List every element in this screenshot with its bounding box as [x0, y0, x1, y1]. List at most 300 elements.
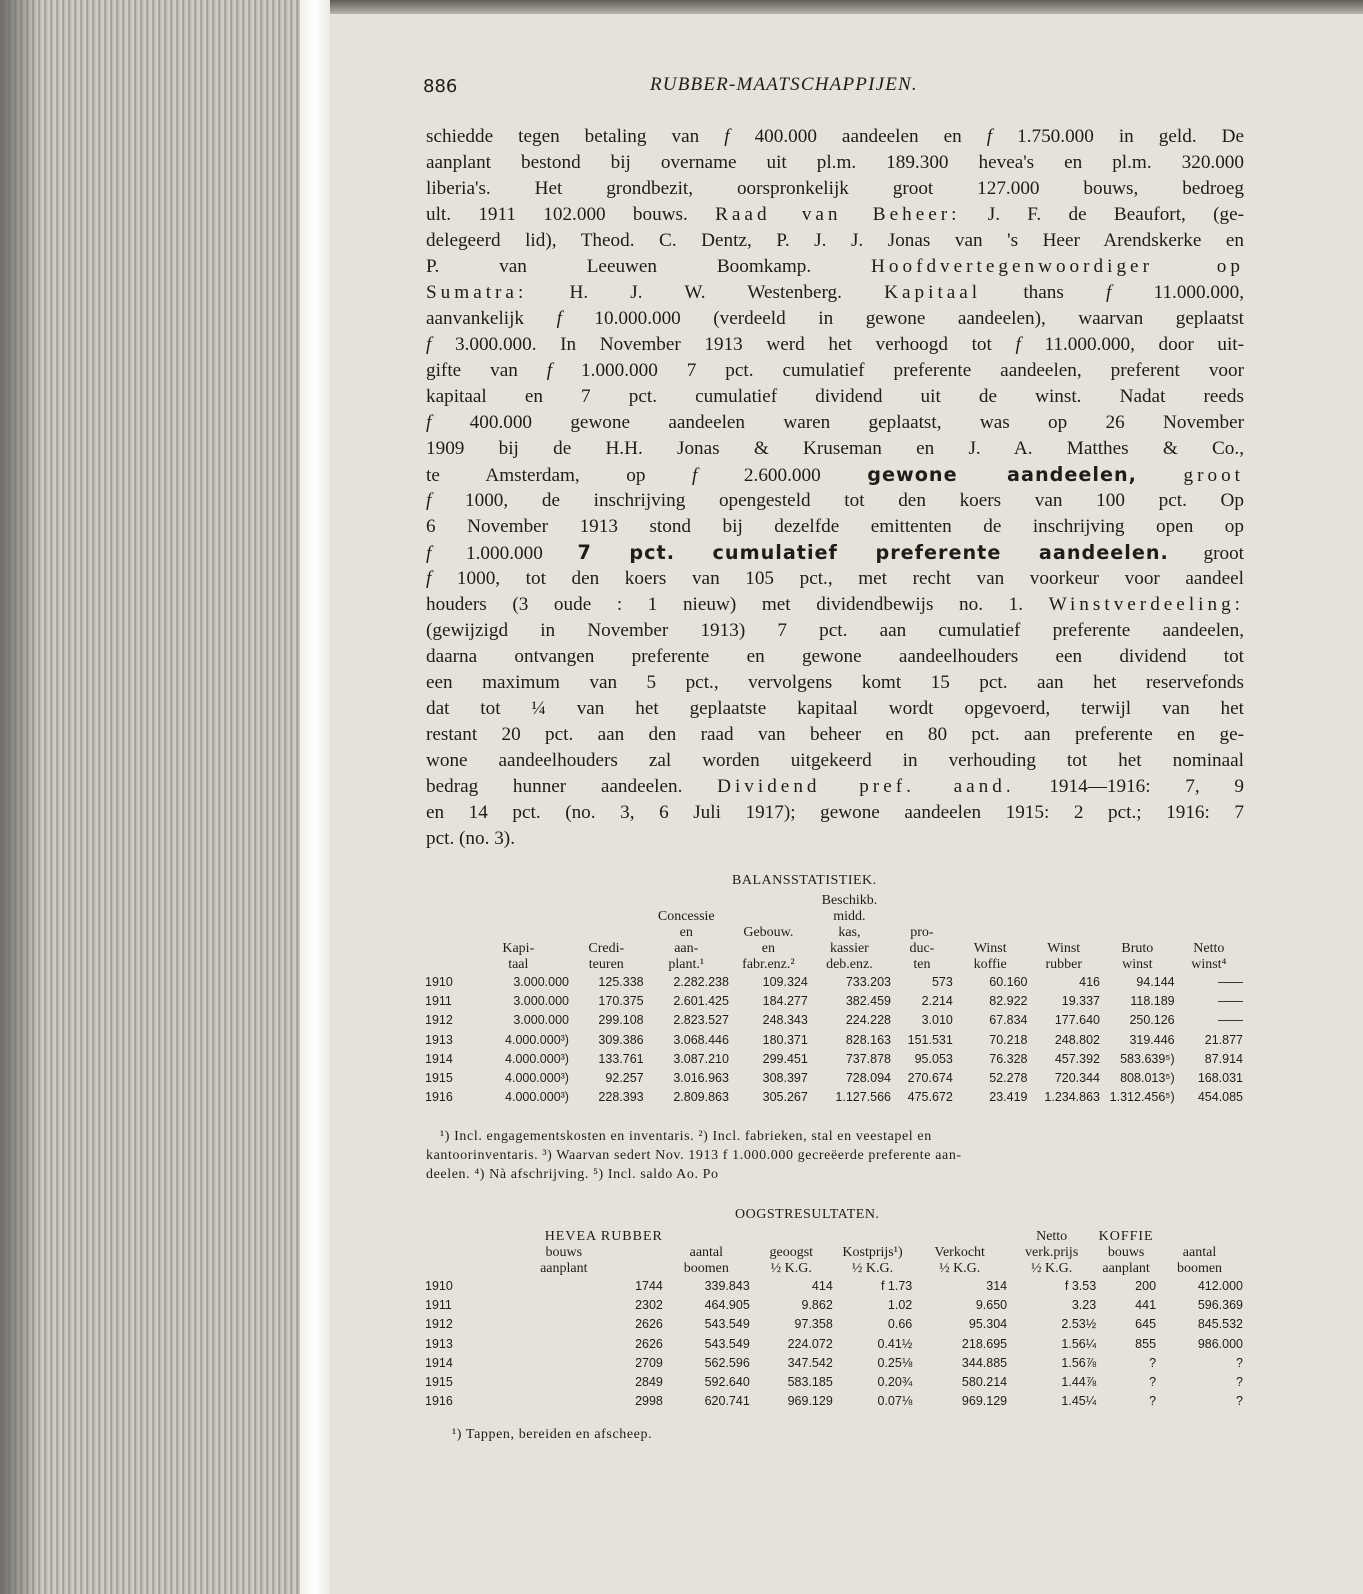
column-header [468, 893, 569, 909]
column-header: aanplant [540, 1261, 588, 1276]
value-cell: 180.371 [762, 1032, 808, 1047]
header-row [425, 1245, 1243, 1261]
table-row [425, 1088, 1243, 1107]
text-run: 400.000 gewone aandeelen waren geplaatst, was op 26 November [431, 412, 1244, 433]
text-run: 1909 bij de H.H. Jonas & Kruseman en J. A. Matthes & Co., [426, 438, 1244, 459]
body-line [426, 566, 1244, 592]
value-cell: ? [1149, 1375, 1157, 1390]
text-run: aanvankelijk [426, 308, 557, 329]
column-header [1156, 1229, 1243, 1245]
column-header [729, 893, 808, 909]
spaced-heading: Raad van Beheer: [715, 204, 961, 225]
value-cell: 4.000.000³) [505, 1090, 569, 1105]
balans-footnote: ¹) Incl. engagementskosten en inventaris. ²) Incl. fabrieken, stal en veestapel en [440, 1129, 932, 1144]
text-run: 1914—1916: 7, 9 [1014, 776, 1244, 797]
header-row [425, 1229, 1243, 1245]
value-cell: 2.214 [921, 994, 953, 1009]
text-run: 10.000.000 (verdeeld in gewone aandeelen), waarvan geplaatst [561, 308, 1244, 329]
column-header [1175, 893, 1243, 909]
column-header [425, 925, 468, 941]
text-run: bedrag hunner aandeelen. [426, 776, 718, 797]
column-header: aanplant [1102, 1261, 1150, 1276]
value-cell: 3.068.446 [673, 1032, 729, 1047]
value-cell: 720.344 [1054, 1071, 1100, 1086]
text-run: houders (3 oude : 1 nieuw) met dividendbewijs no. 1. [426, 594, 1049, 615]
table-row [425, 1011, 1243, 1030]
value-cell: 184.277 [762, 994, 808, 1009]
column-header: HEVEA RUBBER [544, 1229, 663, 1244]
text-run: 1.000.000 [431, 543, 578, 564]
value-cell: 87.914 [1204, 1051, 1243, 1066]
body-line [426, 592, 1244, 618]
column-header [1100, 893, 1175, 909]
column-header: Winst [973, 941, 1007, 956]
text-run: daarna ontvangen preferente en gewone aandeelhouders een dividend tot [426, 646, 1244, 667]
text-run: P. van Leeuwen Boomkamp. [426, 256, 872, 277]
value-cell: 52.278 [989, 1071, 1028, 1086]
body-text [426, 124, 1244, 852]
value-cell: f 3.53 [1064, 1279, 1097, 1293]
value-cell: 3.010 [921, 1013, 953, 1028]
value-cell: 92.257 [605, 1071, 644, 1086]
spaced-heading: Sumatra: [426, 282, 528, 303]
value-cell: 441 [1135, 1298, 1157, 1313]
value-cell: 573 [931, 975, 953, 989]
value-cell: 0.66 [887, 1317, 913, 1332]
table-row [425, 1315, 1243, 1334]
column-header [1027, 925, 1100, 941]
year-cell: 1914 [425, 1355, 453, 1370]
balans-footnote: deelen. ⁴) Nà afschrijving. ⁵) Incl. saldo Ao. Po [426, 1167, 719, 1182]
column-header [569, 909, 644, 925]
text-run: en 14 pct. (no. 3, 6 Juli 1917); gewone aandeelen 1915: 2 pct.; 1916: 7 [426, 802, 1244, 823]
column-header: bouws [1107, 1245, 1145, 1260]
value-cell: —— [1218, 975, 1243, 989]
value-cell: 2849 [635, 1375, 663, 1390]
value-cell: ? [1236, 1355, 1243, 1370]
year-cell: 1915 [425, 1071, 453, 1086]
book-page-edges [0, 0, 330, 1594]
value-cell: 0.25⅛ [877, 1355, 913, 1370]
value-cell: 309.386 [598, 1032, 644, 1047]
value-cell: 67.834 [989, 1013, 1028, 1028]
column-header: duc- [909, 941, 935, 956]
oogst-title: OOGSTRESULTATEN. [735, 1207, 880, 1222]
value-cell: 4.000.000³) [505, 1051, 569, 1066]
bold-emphasis: gewone aandeelen, [867, 463, 1137, 486]
text-run: (gewijzigd in November 1913) 7 pct. aan cumulatief preferente aandeelen, [426, 620, 1244, 641]
value-cell: 9.862 [801, 1298, 833, 1313]
oogst-footnote: ¹) Tappen, bereiden en afscheep. [452, 1427, 653, 1442]
value-cell: 583.639⁵) [1120, 1051, 1175, 1066]
value-cell: 95.304 [968, 1317, 1008, 1332]
body-line [426, 514, 1244, 540]
text-run: H. J. W. Westenberg. [527, 282, 885, 303]
table-row [425, 1373, 1243, 1392]
text-run: 11.000.000, [1111, 282, 1244, 303]
value-cell: 457.392 [1054, 1051, 1100, 1066]
column-header: winst⁴ [1191, 957, 1227, 972]
body-line [426, 150, 1244, 176]
column-header: Bruto [1121, 941, 1154, 956]
value-cell: 1.312.456⁵) [1109, 1090, 1175, 1105]
body-line [426, 176, 1244, 202]
column-header [1027, 909, 1100, 925]
value-cell: 986.000 [1197, 1336, 1243, 1351]
text-run: kapitaal en 7 pct. cumulatief dividend uit de winst. Nadat reeds [426, 386, 1244, 407]
value-cell: 562.596 [704, 1355, 750, 1370]
text-run: aanplant bestond bij overname uit pl.m. 189.300 hevea's en pl.m. 320.000 [426, 152, 1244, 173]
column-header: Concessie [657, 909, 715, 924]
column-header: geoogst [769, 1245, 814, 1260]
value-cell: 19.337 [1061, 994, 1100, 1009]
page-number: 886 [423, 76, 458, 97]
column-header [1100, 925, 1175, 941]
value-cell: 475.672 [907, 1090, 953, 1105]
value-cell: 580.214 [961, 1375, 1008, 1390]
column-header [953, 925, 1028, 941]
header-row [425, 957, 1243, 973]
florin-sign: f [724, 126, 730, 147]
value-cell: 0.20¾ [877, 1375, 913, 1390]
text-run: delegeerd lid), Theod. C. Dentz, P. J. J. Jonas van 's Heer Arendskerke en [426, 230, 1244, 251]
text-run: 1000, de inschrijving opengesteld tot den koers van 100 pct. Op [431, 490, 1244, 511]
body-line [426, 384, 1244, 410]
value-cell: 583.185 [787, 1375, 833, 1390]
column-header: ½ K.G. [851, 1261, 894, 1276]
value-cell: 454.085 [1197, 1090, 1243, 1105]
value-cell: 2.53½ [1061, 1317, 1097, 1332]
header-row [425, 909, 1243, 925]
value-cell: 969.129 [961, 1394, 1008, 1409]
column-header [569, 893, 644, 909]
column-header: bouws [545, 1245, 583, 1260]
value-cell: 2.809.863 [673, 1090, 729, 1105]
column-header: midd. [833, 909, 866, 924]
body-line [426, 436, 1244, 462]
column-header: boomen [683, 1261, 729, 1276]
value-cell: 305.267 [762, 1090, 808, 1105]
body-line [426, 358, 1244, 384]
column-header: Credi- [588, 941, 625, 956]
body-line [426, 670, 1244, 696]
column-header [425, 957, 468, 973]
value-cell: 855 [1135, 1336, 1157, 1351]
column-header: Verkocht [934, 1245, 985, 1260]
value-cell: 1.234.863 [1044, 1090, 1100, 1105]
balans-title: BALANSSTATISTIEK. [732, 873, 877, 888]
text-run: 1.750.000 in geld. De [992, 126, 1244, 147]
column-header: aantal [689, 1245, 724, 1260]
value-cell: 60.160 [989, 975, 1028, 989]
column-header: Kostprijs¹) [842, 1245, 903, 1260]
body-line [426, 228, 1244, 254]
column-header: ½ K.G. [770, 1261, 812, 1276]
florin-sign: f [986, 126, 993, 147]
table-row [425, 1392, 1243, 1411]
table-row [425, 992, 1243, 1011]
column-header [750, 1229, 833, 1245]
body-line [426, 644, 1244, 670]
value-cell: 2626 [635, 1317, 663, 1332]
column-header: Netto [1036, 1229, 1068, 1244]
value-cell: 2.823.527 [673, 1013, 729, 1028]
bold-emphasis: 7 pct. cumulatief preferente aandeelen. [577, 541, 1169, 564]
spaced-heading: Hoofdvertegenwoordiger op [871, 256, 1244, 277]
year-cell: 1910 [425, 975, 453, 989]
header-row [425, 925, 1243, 941]
column-header [833, 1229, 912, 1245]
value-cell: 76.328 [989, 1051, 1028, 1066]
column-header: Kapi- [502, 941, 535, 956]
text-run: 1000, tot den koers van 105 pct., met recht van voorkeur voor aandeel [431, 568, 1244, 589]
value-cell: 125.338 [598, 975, 644, 989]
text-run: 1.000.000 7 pct. cumulatief preferente aandeelen, preferent voor [552, 360, 1244, 381]
value-cell: 414 [811, 1279, 833, 1293]
value-cell: 3.23 [1071, 1298, 1097, 1313]
year-cell: 1910 [425, 1279, 453, 1293]
text-run: J. F. de Beaufort, (ge- [960, 204, 1244, 225]
value-cell: 2302 [635, 1298, 663, 1313]
table-row [425, 1069, 1243, 1088]
column-header [468, 909, 569, 925]
body-line [426, 202, 1244, 228]
value-cell: 200 [1135, 1279, 1157, 1293]
body-line [426, 280, 1244, 306]
body-line [426, 774, 1244, 800]
year-cell: 1916 [425, 1090, 453, 1105]
value-cell: 319.446 [1129, 1032, 1175, 1047]
value-cell: 592.640 [704, 1375, 750, 1390]
florin-sign: f [692, 465, 698, 486]
value-cell: 1.56¼ [1061, 1336, 1097, 1351]
value-cell: ? [1236, 1394, 1243, 1409]
text-run: liberia's. Het grondbezit, oorspronkelijk groot 127.000 bouws, bedroeg [426, 178, 1244, 199]
column-header [425, 909, 468, 925]
text-run: groot [1168, 543, 1244, 564]
value-cell: 2709 [635, 1355, 663, 1370]
value-cell: 2.601.425 [673, 994, 729, 1009]
value-cell: 3.016.963 [673, 1071, 729, 1086]
table-row [425, 973, 1243, 992]
florin-sign: f [426, 543, 432, 564]
text-run: restant 20 pct. aan den raad van beheer en 80 pct. aan preferente en ge- [426, 724, 1244, 745]
value-cell: 95.053 [914, 1051, 953, 1066]
column-header [644, 893, 729, 909]
body-line [426, 462, 1244, 488]
column-header [425, 893, 468, 909]
florin-sign: f [426, 490, 432, 511]
text-run: 2.600.000 [697, 465, 868, 486]
value-cell: 308.397 [762, 1071, 808, 1086]
body-line [426, 306, 1244, 332]
text-run: 400.000 aandeelen en [729, 126, 987, 147]
value-cell: 645 [1135, 1317, 1157, 1332]
year-cell: 1913 [425, 1336, 453, 1351]
value-cell: 4.000.000³) [505, 1032, 569, 1047]
florin-sign: f [426, 568, 432, 589]
year-cell: 1911 [425, 994, 452, 1009]
value-cell: 248.343 [762, 1013, 808, 1028]
column-header: plant.¹ [668, 957, 705, 972]
body-line [426, 410, 1244, 436]
value-cell: 133.761 [598, 1051, 644, 1066]
balans-footnotes [426, 1127, 1270, 1184]
value-cell: 0.07⅛ [877, 1394, 913, 1409]
value-cell: 620.741 [704, 1394, 750, 1409]
spaced-heading: Winstverdeeling: [1048, 594, 1244, 615]
body-line [426, 124, 1244, 150]
text-run: 11.000.000, door uit- [1020, 334, 1244, 355]
value-cell: 21.877 [1204, 1032, 1243, 1047]
value-cell: 1.127.566 [835, 1090, 891, 1105]
value-cell: 97.358 [794, 1317, 833, 1332]
value-cell: 382.459 [845, 994, 891, 1009]
value-cell: 168.031 [1197, 1071, 1243, 1086]
column-header: rubber [1045, 957, 1083, 972]
value-cell: —— [1218, 994, 1243, 1009]
value-cell: 248.802 [1054, 1032, 1100, 1047]
table-row [425, 1335, 1243, 1354]
text-run: een maximum van 5 pct., vervolgens komt 15 pct. aan het reservefonds [426, 672, 1244, 693]
column-header: pro- [910, 925, 934, 940]
value-cell: 2626 [635, 1336, 663, 1351]
value-cell: 344.885 [961, 1355, 1008, 1370]
value-cell: 82.922 [989, 994, 1028, 1009]
value-cell: 543.549 [704, 1336, 750, 1351]
value-cell: 412.000 [1197, 1279, 1243, 1293]
column-header: en [761, 941, 775, 956]
florin-sign: f [426, 412, 432, 433]
value-cell: ? [1149, 1394, 1157, 1409]
year-cell: 1914 [425, 1051, 453, 1066]
value-cell: f 1.73 [880, 1279, 913, 1293]
florin-sign: f [546, 360, 553, 381]
value-cell: 109.324 [762, 975, 808, 989]
body-line [426, 540, 1244, 566]
body-line [426, 618, 1244, 644]
value-cell: 1.44⅞ [1061, 1375, 1097, 1390]
column-header: aantal [1182, 1245, 1217, 1260]
body-line [426, 696, 1244, 722]
value-cell: 339.843 [704, 1279, 750, 1293]
column-header [663, 1229, 750, 1245]
year-cell: 1916 [425, 1394, 453, 1409]
column-header: kas, [838, 925, 861, 940]
body-line [426, 826, 1244, 852]
year-cell: 1911 [425, 1298, 452, 1313]
text-run: 6 November 1913 stond bij dezelfde emittenten de inschrijving open op [426, 516, 1244, 537]
value-cell: 151.531 [907, 1032, 953, 1047]
column-header: aan- [674, 941, 699, 956]
value-cell: 1.56⅞ [1061, 1355, 1097, 1370]
value-cell: 416 [1079, 975, 1100, 989]
value-cell: 733.203 [845, 975, 891, 989]
value-cell: 314 [986, 1279, 1008, 1293]
value-cell: 218.695 [961, 1336, 1008, 1351]
column-header [953, 893, 1028, 909]
text-run: gifte van [426, 360, 547, 381]
spaced-heading: Kapitaal [884, 282, 982, 303]
value-cell: 250.126 [1129, 1013, 1175, 1028]
column-header [425, 941, 468, 957]
text-run: pct. (no. 3). [426, 828, 515, 849]
body-line [426, 748, 1244, 774]
table-row [425, 1296, 1243, 1315]
spaced-heading: groot [1183, 465, 1245, 486]
table-row [425, 1031, 1243, 1050]
florin-sign: f [556, 308, 562, 329]
body-line [426, 254, 1244, 280]
column-header: Beschikb. [821, 893, 878, 908]
value-cell: 737.878 [845, 1051, 891, 1066]
value-cell: 2998 [635, 1394, 663, 1409]
column-header [891, 909, 953, 925]
value-cell: 3.000.000 [513, 994, 569, 1009]
value-cell: 828.163 [845, 1032, 891, 1047]
column-header [891, 893, 953, 909]
balans-table [425, 893, 1243, 1107]
year-cell: 1913 [425, 1032, 453, 1047]
value-cell: 969.129 [787, 1394, 833, 1409]
table-row [425, 1050, 1243, 1069]
value-cell: 299.108 [598, 1013, 644, 1028]
value-cell: 464.905 [704, 1298, 750, 1313]
column-header [1100, 909, 1175, 925]
body-line [426, 800, 1244, 826]
text-run: wone aandeelhouders zal worden uitgekeerd in verhouding tot het nominaal [426, 750, 1244, 771]
value-cell: 4.000.000³) [505, 1071, 569, 1086]
body-line [426, 722, 1244, 748]
year-cell: 1912 [425, 1013, 453, 1028]
column-header: kassier [829, 941, 869, 956]
value-cell: —— [1218, 1013, 1243, 1028]
oogst-table [425, 1229, 1243, 1411]
text-run: 3.000.000. In November 1913 werd het verhoogd tot [431, 334, 1016, 355]
table-row [425, 1277, 1243, 1296]
column-header [425, 1245, 465, 1261]
value-cell: 224.072 [787, 1336, 833, 1351]
value-cell: 170.375 [598, 994, 644, 1009]
column-header [953, 909, 1028, 925]
value-cell: 270.674 [907, 1071, 953, 1086]
column-header [729, 909, 808, 925]
value-cell: 224.228 [845, 1013, 891, 1028]
value-cell: 299.451 [762, 1051, 808, 1066]
year-cell: 1912 [425, 1317, 453, 1332]
value-cell: 596.369 [1197, 1298, 1243, 1313]
column-header: Gebouw. [743, 925, 794, 940]
column-header: koffie [973, 957, 1007, 972]
value-cell: 70.218 [989, 1032, 1028, 1047]
column-header: ten [913, 957, 931, 972]
column-header [468, 925, 569, 941]
header-row [425, 941, 1243, 957]
column-header [1175, 925, 1243, 941]
florin-sign: f [1106, 282, 1112, 303]
text-run: te Amsterdam, op [426, 465, 693, 486]
column-header: boomen [1176, 1261, 1223, 1276]
value-cell: 543.549 [704, 1317, 750, 1332]
text-run: schiedde tegen betaling van [426, 126, 725, 147]
column-header: verk.prijs [1025, 1245, 1079, 1260]
column-header [569, 925, 644, 941]
column-header: en [679, 925, 693, 940]
value-cell: 94.144 [1136, 975, 1175, 989]
text-run: dat tot ¼ van het geplaatste kapitaal wordt opgevoerd, terwijl van het [426, 698, 1244, 719]
value-cell: 728.094 [845, 1071, 891, 1086]
page-top-shadow [330, 0, 1363, 14]
